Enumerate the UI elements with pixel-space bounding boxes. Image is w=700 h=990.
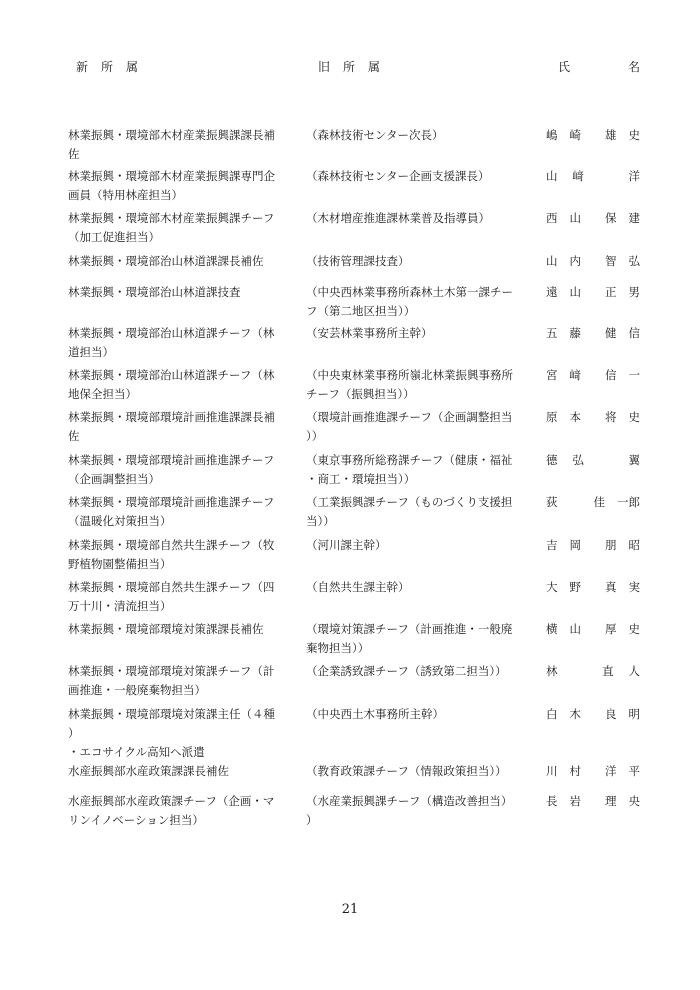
name-char: 山	[546, 254, 558, 268]
old-post-cell	[306, 792, 530, 830]
name-char: 宮	[546, 368, 558, 382]
new-post-cell	[68, 451, 294, 489]
new-post-cell	[68, 366, 294, 404]
name-char: 真	[605, 580, 617, 594]
name-char: 史	[628, 622, 640, 636]
person-name	[546, 620, 640, 639]
name-char: 山	[569, 211, 581, 225]
new-post-cell	[68, 536, 294, 574]
new-post-text: 水産振興部水産政策課課長補佐	[68, 764, 229, 778]
name-char: 内	[569, 254, 581, 268]
name-char: 西	[546, 211, 558, 225]
old-post-text: （東京事務所総務課チーフ（健康・福祉 ・商工・環境担当））	[306, 453, 513, 486]
header-name-char: 氏	[558, 60, 571, 74]
person-name	[546, 126, 640, 145]
header-old-post: 旧所属	[318, 60, 394, 74]
name-char: 﨑	[569, 368, 581, 382]
new-post-cell	[68, 167, 294, 205]
old-post-text: （河川課主幹）	[306, 538, 387, 552]
old-post-cell	[306, 451, 530, 489]
person-name	[546, 324, 640, 343]
new-post-cell	[68, 493, 294, 531]
new-post-cell	[68, 705, 294, 762]
name-char: 村	[569, 764, 581, 778]
old-post-cell	[306, 578, 530, 597]
new-post-text: 林業振興・環境部木材産業振興課専門企 画員（特用林産担当）	[68, 169, 275, 202]
new-post-text: 林業振興・環境部環境計画推進課チーフ （温暖化対策担当）	[68, 495, 275, 528]
person-name	[546, 493, 640, 512]
person-name	[546, 209, 640, 228]
name-char: 人	[628, 664, 640, 678]
name-char: 遠	[546, 285, 558, 299]
new-post-cell	[68, 620, 294, 639]
page-number: 21	[341, 902, 359, 917]
old-post-text: （中央西林業事務所森林土木第一課チー フ（第二地区担当））	[306, 285, 513, 318]
person-name	[546, 252, 640, 271]
name-char: 藤	[569, 326, 581, 340]
name-char: 一	[628, 368, 640, 382]
old-post-text: （技術管理課技査）	[306, 254, 410, 268]
name-char: 智	[605, 254, 617, 268]
person-name	[546, 662, 640, 681]
old-post-text: （教育政策課チーフ（情報政策担当））	[306, 764, 507, 778]
new-post-cell	[68, 283, 294, 302]
old-post-cell	[306, 620, 530, 658]
name-char: 横	[546, 622, 558, 636]
old-post-cell	[306, 252, 530, 271]
person-name	[546, 536, 640, 555]
name-char: 保	[605, 211, 617, 225]
name-char: 木	[569, 707, 581, 721]
name-char: 洋	[605, 764, 617, 778]
new-post-cell	[68, 792, 294, 830]
old-post-cell	[306, 493, 530, 531]
name-char: 朋	[605, 538, 617, 552]
new-post-text: 林業振興・環境部環境対策課主任（４種 ） ・エコサイクル高知へ派遣	[68, 707, 275, 759]
new-post-cell	[68, 324, 294, 362]
name-char: 岩	[569, 794, 581, 808]
new-post-text: 林業振興・環境部環境対策課課長補佐	[68, 622, 264, 636]
person-name	[546, 366, 640, 385]
old-post-cell	[306, 705, 530, 724]
new-post-text: 林業振興・環境部木材産業振興課チーフ （加工促進担当）	[68, 211, 275, 244]
new-post-text: 林業振興・環境部木材産業振興課課長補 佐	[68, 128, 275, 161]
old-post-cell	[306, 209, 530, 228]
name-char: 﨑	[572, 169, 584, 183]
old-post-text: （森林技術センター次長）	[306, 128, 444, 142]
new-post-text: 林業振興・環境部自然共生課チーフ（牧 野植物園整備担当）	[68, 538, 275, 571]
name-char: 本	[569, 410, 581, 424]
name-char: 岡	[569, 538, 581, 552]
new-post-text: 林業振興・環境部治山林道課技査	[68, 285, 241, 299]
new-post-text: 林業振興・環境部環境計画推進課課長補 佐	[68, 410, 275, 443]
new-post-cell	[68, 762, 294, 781]
name-char: 翼	[628, 453, 640, 467]
old-post-cell	[306, 126, 530, 145]
new-post-cell	[68, 578, 294, 616]
name-char: 雄	[605, 128, 617, 142]
name-char: 山	[569, 285, 581, 299]
old-post-text: （環境対策課チーフ（計画推進・一般廃 棄物担当））	[306, 622, 513, 655]
name-char: 長	[546, 794, 558, 808]
new-post-cell	[68, 408, 294, 446]
name-char: 原	[546, 410, 558, 424]
name-char: 弘	[572, 453, 584, 467]
name-char: 山	[569, 622, 581, 636]
new-post-cell	[68, 662, 294, 700]
person-name	[546, 451, 640, 470]
person-name	[546, 408, 640, 427]
name-char: 平	[628, 764, 640, 778]
name-char: 正	[605, 285, 617, 299]
name-char: 荻	[546, 495, 558, 509]
name-char: 建	[628, 211, 640, 225]
old-post-text: （自然共生課主幹）	[306, 580, 410, 594]
old-post-cell	[306, 324, 530, 343]
new-post-text: 林業振興・環境部治山林道課課長補佐	[68, 254, 264, 268]
name-char: 野	[569, 580, 581, 594]
name-char: 林	[546, 664, 558, 678]
new-post-text: 水産振興部水産政策課チーフ（企画・マ リンイノベーション担当）	[68, 794, 275, 827]
name-char: 厚	[605, 622, 617, 636]
name-char: 直	[602, 664, 614, 678]
old-post-text: （中央東林業事務所嶺北林業振興事務所 チーフ（振興担当））	[306, 368, 513, 401]
old-post-cell	[306, 536, 530, 555]
name-char: 史	[628, 410, 640, 424]
new-post-cell	[68, 209, 294, 247]
name-char: 德	[546, 453, 558, 467]
name-char: 川	[546, 764, 558, 778]
old-post-cell	[306, 283, 530, 321]
name-char: 昭	[628, 538, 640, 552]
name-char: 信	[605, 368, 617, 382]
person-name	[546, 792, 640, 811]
name-char: 男	[628, 285, 640, 299]
person-name	[546, 705, 640, 724]
new-post-cell	[68, 126, 294, 164]
new-post-text: 林業振興・環境部治山林道課チーフ（林 地保全担当）	[68, 368, 275, 401]
old-post-cell	[306, 167, 530, 186]
name-char: 吉	[546, 538, 558, 552]
name-char: 山	[546, 169, 558, 183]
old-post-cell	[306, 662, 530, 681]
person-name	[546, 283, 640, 302]
name-char: 崎	[569, 128, 581, 142]
new-post-cell	[68, 252, 294, 271]
name-char: 五	[546, 326, 558, 340]
header-name-char: 名	[627, 60, 640, 74]
name-char: 将	[605, 410, 617, 424]
old-post-cell	[306, 408, 530, 446]
old-post-text: （環境計画推進課チーフ（企画調整担当 ））	[306, 410, 513, 443]
old-post-text: （企業誘致課チーフ（誘致第二担当））	[306, 664, 507, 678]
new-post-text: 林業振興・環境部環境対策課チーフ（計 画推進・一般廃棄物担当）	[68, 664, 275, 697]
new-post-text: 林業振興・環境部自然共生課チーフ（四 万十川・清流担当）	[68, 580, 275, 613]
person-name	[546, 578, 640, 597]
name-char: 白	[546, 707, 558, 721]
old-post-cell	[306, 366, 530, 404]
new-post-text: 林業振興・環境部治山林道課チーフ（林 道担当）	[68, 326, 275, 359]
name-char: 佳	[593, 495, 605, 509]
person-name	[546, 167, 640, 186]
name-char: 一郎	[617, 495, 640, 509]
new-post-text: 林業振興・環境部環境計画推進課チーフ （企画調整担当）	[68, 453, 275, 486]
name-char: 明	[628, 707, 640, 721]
old-post-cell	[306, 762, 530, 781]
old-post-text: （森林技術センター企画支援課長）	[306, 169, 490, 183]
name-char: 央	[628, 794, 640, 808]
name-char: 大	[546, 580, 558, 594]
name-char: 洋	[628, 169, 640, 183]
name-char: 史	[628, 128, 640, 142]
old-post-text: （工業振興課チーフ（ものづくり支援担 当））	[306, 495, 513, 528]
name-char: 実	[628, 580, 640, 594]
name-char: 理	[605, 794, 617, 808]
header-new-post: 新所属	[76, 60, 152, 74]
person-name	[546, 762, 640, 781]
name-char: 信	[628, 326, 640, 340]
old-post-text: （中央西土木事務所主幹）	[306, 707, 444, 721]
name-char: 健	[605, 326, 617, 340]
name-char: 良	[605, 707, 617, 721]
old-post-text: （木材増産推進課林業普及指導員）	[306, 211, 490, 225]
old-post-text: （安芸林業事務所主幹）	[306, 326, 433, 340]
name-char: 嶋	[546, 128, 558, 142]
old-post-text: （水産業振興課チーフ（構造改善担当） ）	[306, 794, 513, 827]
name-char: 弘	[628, 254, 640, 268]
